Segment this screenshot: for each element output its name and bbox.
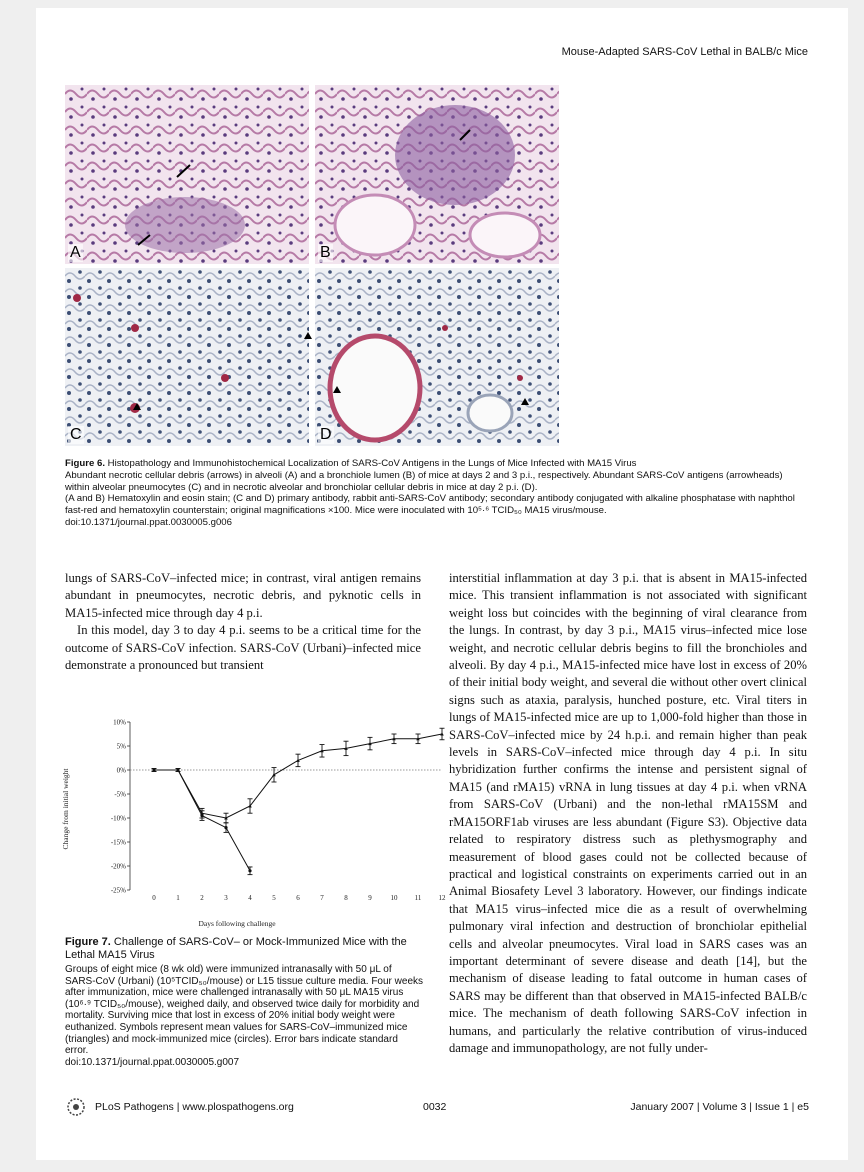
paragraph: lungs of SARS-CoV–infected mice; in contrast, viral antigen remains abundant in pneumocytes, necrotic debris, and pyknotic cells in MA15-infected mice through day 4 p.i. (65, 571, 421, 620)
figure7-chart (58, 704, 446, 932)
x-tick-label: 7 (320, 894, 324, 902)
x-tick-label: 3 (224, 894, 228, 902)
figure6-caption-heading (65, 458, 809, 470)
y-tick-label: 10% (113, 718, 126, 727)
running-head: Mouse-Adapted SARS-CoV Lethal in BALB/c Mice (561, 46, 808, 58)
panel-label-b: B (320, 244, 331, 261)
figure7-caption-body: Groups of eight mice (8 wk old) were immunized intranasally with 50 μL of SARS-CoV (Urbani) (10⁵TCID₅₀/mouse) or L15 tissue culture media. Four weeks after immunization, mice were challenged intranasally with 50 μL MA15 virus (10⁶·⁹ TCID₅₀/mouse), weighed daily, and observed twice daily for morbidity and mortality. Surviving mice that lost in excess of 20% initial body weight were euthanized. Symbols represent mean values for SARS-CoV–immunized mice (triangles) and mock-immunized mice (circles). Error bars indicate standard error. (65, 964, 424, 1057)
x-tick-label: 2 (200, 894, 204, 902)
x-tick-label: 5 (272, 894, 276, 902)
x-axis-label: Days following challenge (198, 919, 276, 928)
x-tick-label: 8 (344, 894, 348, 902)
ihc-image-c (65, 268, 309, 446)
series-line-triangle (154, 734, 442, 818)
figure6-doi: doi:10.1371/journal.ppat.0030005.g006 (65, 516, 232, 528)
data-point-circle (152, 768, 155, 771)
x-tick-label: 1 (176, 894, 180, 902)
x-tick-label: 10 (390, 894, 398, 902)
figure6-label: Figure 6. (65, 458, 105, 469)
y-tick-label: -25% (110, 886, 126, 895)
chart-grid (111, 719, 446, 903)
y-tick-label: -5% (114, 790, 126, 799)
ihc-image-d (315, 268, 559, 446)
figure6-panel-d (315, 268, 559, 446)
data-point-circle (200, 814, 203, 817)
figure6-panel-a (65, 85, 309, 264)
x-tick-label: 0 (152, 894, 156, 902)
paragraph: interstitial inflammation at day 3 p.i. that is absent in MA15-infected mice. This transient inflammation is not associated with significant weight loss but coincides with the beginning of viral clearance from the lungs. In contrast, by day 3 p.i., MA15 virus–infected mice lose weight, and necrotic cellular debris begins to fill the bronchioles and alveoli. By day 4 p.i., MA15-infected mice have lost in excess of 20% of their initial body weight, and several die without other overt clinical signs such as ataxia, paralysis, hunched posture, etc. Viral titers in lungs of MA15-infected mice are up to 1,000-fold higher than those in SARS-CoV–infected mice by 24 h.p.i. and remain higher than peak levels in SARS-CoV–infected mice through day 4 p.i. In situ hybridization further confirms the intense and persistent signal of MA15 (and rMA15) vRNA in lung tissues at day 4 p.i. when vRNA from SARS-CoV (Urbani) and the non-lethal rMA15SM and rMA15ORF1ab viruses are less abundant (Figure S3). Objective data related to respiratory distress such as plethysmography and measurement of blood gases could not be collected because of practical and logistical constraints on experiments carried out in an Animal Biosafety Level 3 laboratory. However, our findings indicate that MA15 virus–infected mice die as a result of overwhelming pulmonary viral infection and destruction of bronchiolar epithelial cells and alveolar pneumocytes. Viral load in SARS cases was an important determinant of severe disease and death [14], but the mechanism of disease leading to fatal outcome in human cases of SARS may be different than that observed in MA15-infected BALB/c mice. The mechanism of death following SARS-CoV infection in humans, and particularly the relative contribution of virus-induced damage and immunopathology, are not fully under- (449, 571, 807, 1055)
x-tick-label: 6 (296, 894, 300, 902)
plos-logo-icon (65, 1098, 89, 1119)
y-tick-label: 5% (116, 742, 126, 751)
panel-label-d: D (320, 426, 332, 443)
data-point-circle (248, 869, 251, 872)
panel-label-c: C (70, 426, 82, 443)
x-tick-label: 4 (248, 894, 252, 902)
figure6-panel-c (65, 268, 309, 446)
histology-image-a (65, 85, 309, 264)
figure6-panel-b (315, 85, 559, 264)
page (36, 8, 848, 1160)
footer (65, 1100, 809, 1116)
left-column-text (65, 570, 421, 674)
figure7-doi: doi:10.1371/journal.ppat.0030005.g007 (65, 1056, 240, 1068)
y-tick-label: -15% (110, 838, 126, 847)
figure7-label: Figure 7. (65, 936, 111, 948)
histology-image-b (315, 85, 559, 264)
footer-issue: January 2007 | Volume 3 | Issue 1 | e5 (630, 1101, 809, 1113)
panel-label-a: A (70, 244, 81, 261)
data-point-circle (176, 768, 179, 771)
y-tick-label: -10% (110, 814, 126, 823)
footer-page-number: 0032 (423, 1101, 447, 1113)
data-point-circle (224, 826, 227, 829)
x-tick-label: 9 (368, 894, 372, 902)
chart-series (152, 728, 445, 874)
y-tick-label: 0% (116, 766, 126, 775)
figure6-title: Histopathology and Immunohistochemical Localization of SARS-CoV Antigens in the Lungs of Mice Infected with MA15 Virus (104, 458, 637, 469)
figure6-caption (65, 458, 809, 529)
x-tick-label: 12 (438, 894, 446, 902)
right-column-text (449, 570, 807, 1057)
figure6-caption-line: (A and B) Hematoxylin and eosin stain; (C and D) primary antibody, rabbit anti-SARS-CoV antibody; secondary antibody conjugated with alkaline phosphatase with naphthol fast-red and hematoxylin counterstain; original magnifications ×100. Mice were inoculated with 10⁵·⁶ TCID₅₀ MA15 virus/mouse. (65, 493, 795, 517)
footer-journal: PLoS Pathogens | www.plospathogens.org (95, 1101, 294, 1113)
x-tick-label: 11 (414, 894, 422, 902)
paragraph: In this model, day 3 to day 4 p.i. seems to be a critical time for the outcome of SARS-CoV infection. SARS-CoV (Urbani)–infected mice demonstrate a pronounced but transient (65, 623, 421, 673)
figure7-caption-heading (65, 936, 423, 962)
y-axis-label: Change from initial weight (61, 768, 70, 850)
y-tick-label: -20% (110, 862, 126, 871)
figure7-title: Challenge of SARS-CoV– or Mock-Immunized Mice with the Lethal MA15 Virus (65, 936, 407, 961)
figure7-caption (65, 936, 423, 1068)
figure6-caption-line: Abundant necrotic cellular debris (arrows) in alveoli (A) and a bronchiole lumen (B) of mice at days 2 and 3 p.i., respectively. Abundant SARS-CoV antigens (arrowheads) within alveolar pneumocytes (C) and in necrotic alveolar and bronchiolar cellular debris in mice at day 2 p.i. (D). (65, 469, 783, 493)
